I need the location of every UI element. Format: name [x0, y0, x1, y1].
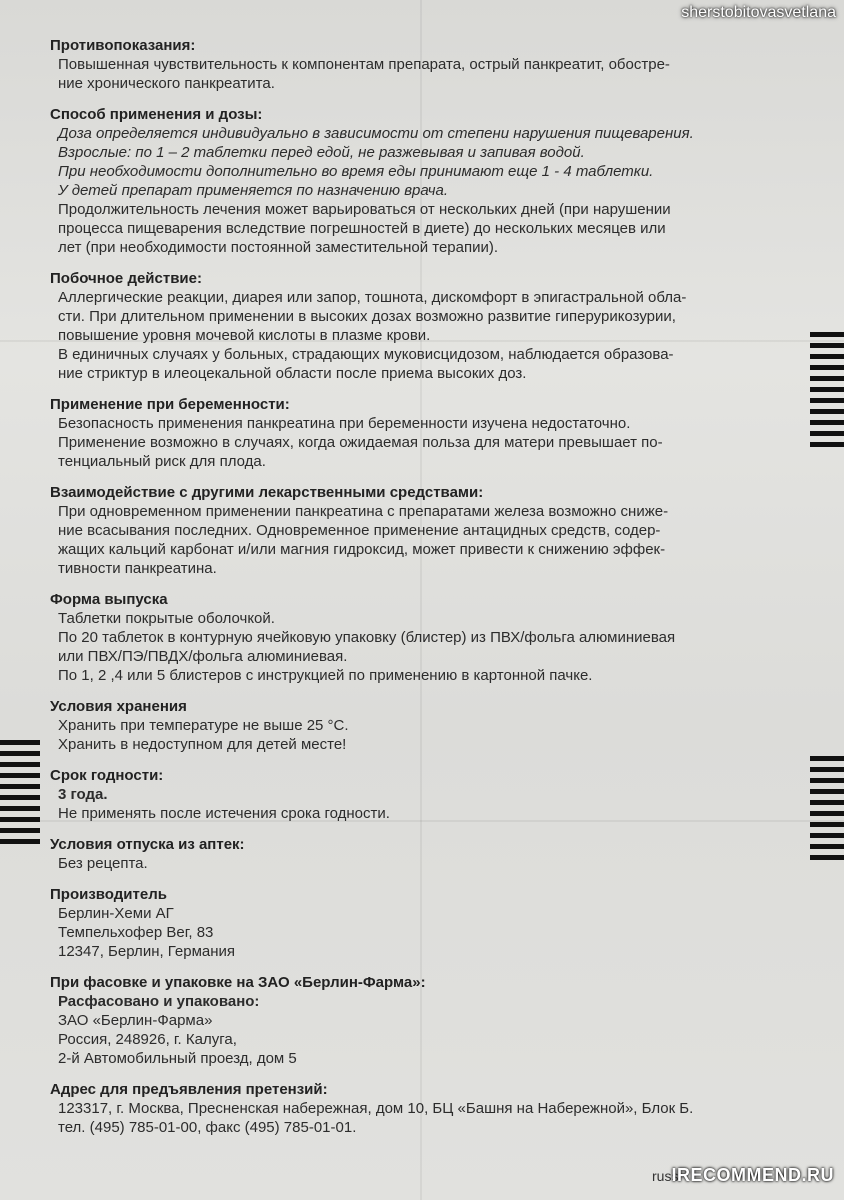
section-title: Применение при беременности: — [50, 396, 290, 413]
instruction-leaflet — [50, 36, 820, 1149]
section-text-line: Повышенная чувствительность к компонентам препарата, острый панкреатит, обостре- — [58, 56, 670, 73]
section-text-line: Аллергические реакции, диарея или запор, тошнота, дискомфорт в эпигастральной обла- — [58, 289, 687, 306]
section-text-line: 123317, г. Москва, Пресненская набережная, дом 10, БЦ «Башня на Набережной», Блок Б. — [58, 1100, 694, 1117]
section-title: Срок годности: — [50, 767, 164, 784]
author-watermark: sherstobitovasvetlana — [681, 4, 836, 21]
section — [50, 766, 820, 823]
section — [50, 105, 820, 257]
section-text-line: Без рецепта. — [58, 855, 148, 872]
print-marks-left — [0, 740, 40, 850]
section-text-line: ние хронического панкреатита. — [58, 75, 275, 92]
section-text-line: или ПВХ/ПЭ/ПВДХ/фольга алюминиевая. — [58, 648, 348, 665]
section — [50, 973, 820, 1068]
section-text-line: повышение уровня мочевой кислоты в плазме крови. — [58, 327, 431, 344]
section-text-line: Применение возможно в случаях, когда ожидаемая польза для матери превышает по- — [58, 434, 663, 451]
section-title: Противопоказания: — [50, 37, 196, 54]
section-text-line: ние стриктур в илеоцекальной области после приема высоких доз. — [58, 365, 527, 382]
section-text-line: Безопасность применения панкреатина при беременности изучена недостаточно. — [58, 415, 631, 432]
section-text-line: тел. (495) 785-01-00, факс (495) 785-01-01. — [58, 1119, 357, 1136]
section — [50, 1080, 820, 1137]
section-text-line: В единичных случаях у больных, страдающих муковисцидозом, наблюдается образова- — [58, 346, 674, 363]
site-watermark: IRECOMMEND.RU — [671, 1165, 834, 1185]
section-text-line: Темпельхофер Вег, 83 — [58, 924, 214, 941]
section — [50, 590, 820, 685]
section-text-line: сти. При длительном применении в высоких дозах возможно развитие гиперурикозурии, — [58, 308, 676, 325]
footer-fragment: russ — [652, 1168, 679, 1184]
section-text-line: 2-й Автомобильный проезд, дом 5 — [58, 1050, 297, 1067]
section-title: Условия отпуска из аптек: — [50, 836, 245, 853]
section-text-line: лет (при необходимости постоянной заместительной терапии). — [58, 239, 499, 256]
section-title: Взаимодействие с другими лекарственными средствами: — [50, 484, 484, 501]
section-text-line: 3 года. — [58, 786, 108, 803]
section-text-line: ЗАО «Берлин-Фарма» — [58, 1012, 213, 1029]
section-title: Форма выпуска — [50, 591, 168, 608]
section-text-line: Россия, 248926, г. Калуга, — [58, 1031, 237, 1048]
section — [50, 885, 820, 961]
section-text-line: 12347, Берлин, Германия — [58, 943, 236, 960]
section-text-line: процесса пищеварения вследствие погрешностей в диете) до нескольких месяцев или — [58, 220, 666, 237]
section-title: Адрес для предъявления претензий: — [50, 1081, 328, 1098]
section — [50, 269, 820, 383]
section-text-line: По 20 таблеток в контурную ячейковую упаковку (блистер) из ПВХ/фольга алюминиевая — [58, 629, 676, 646]
section-text-line: Хранить в недоступном для детей месте! — [58, 736, 347, 753]
section-text-line: жащих кальций карбонат и/или магния гидроксид, может привести к снижению эффек- — [58, 541, 666, 558]
section — [50, 697, 820, 754]
section-text-line: Хранить при температуре не выше 25 °С. — [58, 717, 349, 734]
section-text-line: У детей препарат применяется по назначению врача. — [58, 182, 448, 199]
section-title: При фасовке и упаковке на ЗАО «Берлин-Фарма»: — [50, 974, 426, 991]
section-text-line: Продолжительность лечения может варьироваться от нескольких дней (при нарушении — [58, 201, 671, 218]
section-text-line: По 1, 2 ,4 или 5 блистеров с инструкцией по применению в картонной пачке. — [58, 667, 593, 684]
section-title: Побочное действие: — [50, 270, 202, 287]
section-text-line: Доза определяется индивидуально в зависимости от степени нарушения пищеварения. — [58, 125, 694, 142]
section — [50, 395, 820, 471]
section-text-line: При необходимости дополнительно во время еды принимают еще 1 - 4 таблетки. — [58, 163, 654, 180]
section-text-line: Таблетки покрытые оболочкой. — [58, 610, 275, 627]
section-text-line: Взрослые: по 1 – 2 таблетки перед едой, не разжевывая и запивая водой. — [58, 144, 585, 161]
section-text-line: Расфасовано и упаковано: — [58, 993, 260, 1010]
section-text-line: тенциальный риск для плода. — [58, 453, 266, 470]
section — [50, 835, 820, 873]
section-text-line: Не применять после истечения срока годности. — [58, 805, 390, 822]
section-text-line: тивности панкреатина. — [58, 560, 217, 577]
section-title: Способ применения и дозы: — [50, 106, 263, 123]
section-title: Условия хранения — [50, 698, 187, 715]
section — [50, 36, 820, 93]
section-text-line: ние всасывания последних. Одновременное применение антацидных средств, содер- — [58, 522, 661, 539]
section-text-line: Берлин-Хеми АГ — [58, 905, 174, 922]
section — [50, 483, 820, 578]
section-text-line: При одновременном применении панкреатина с препаратами железа возможно сниже- — [58, 503, 669, 520]
section-title: Производитель — [50, 886, 167, 903]
